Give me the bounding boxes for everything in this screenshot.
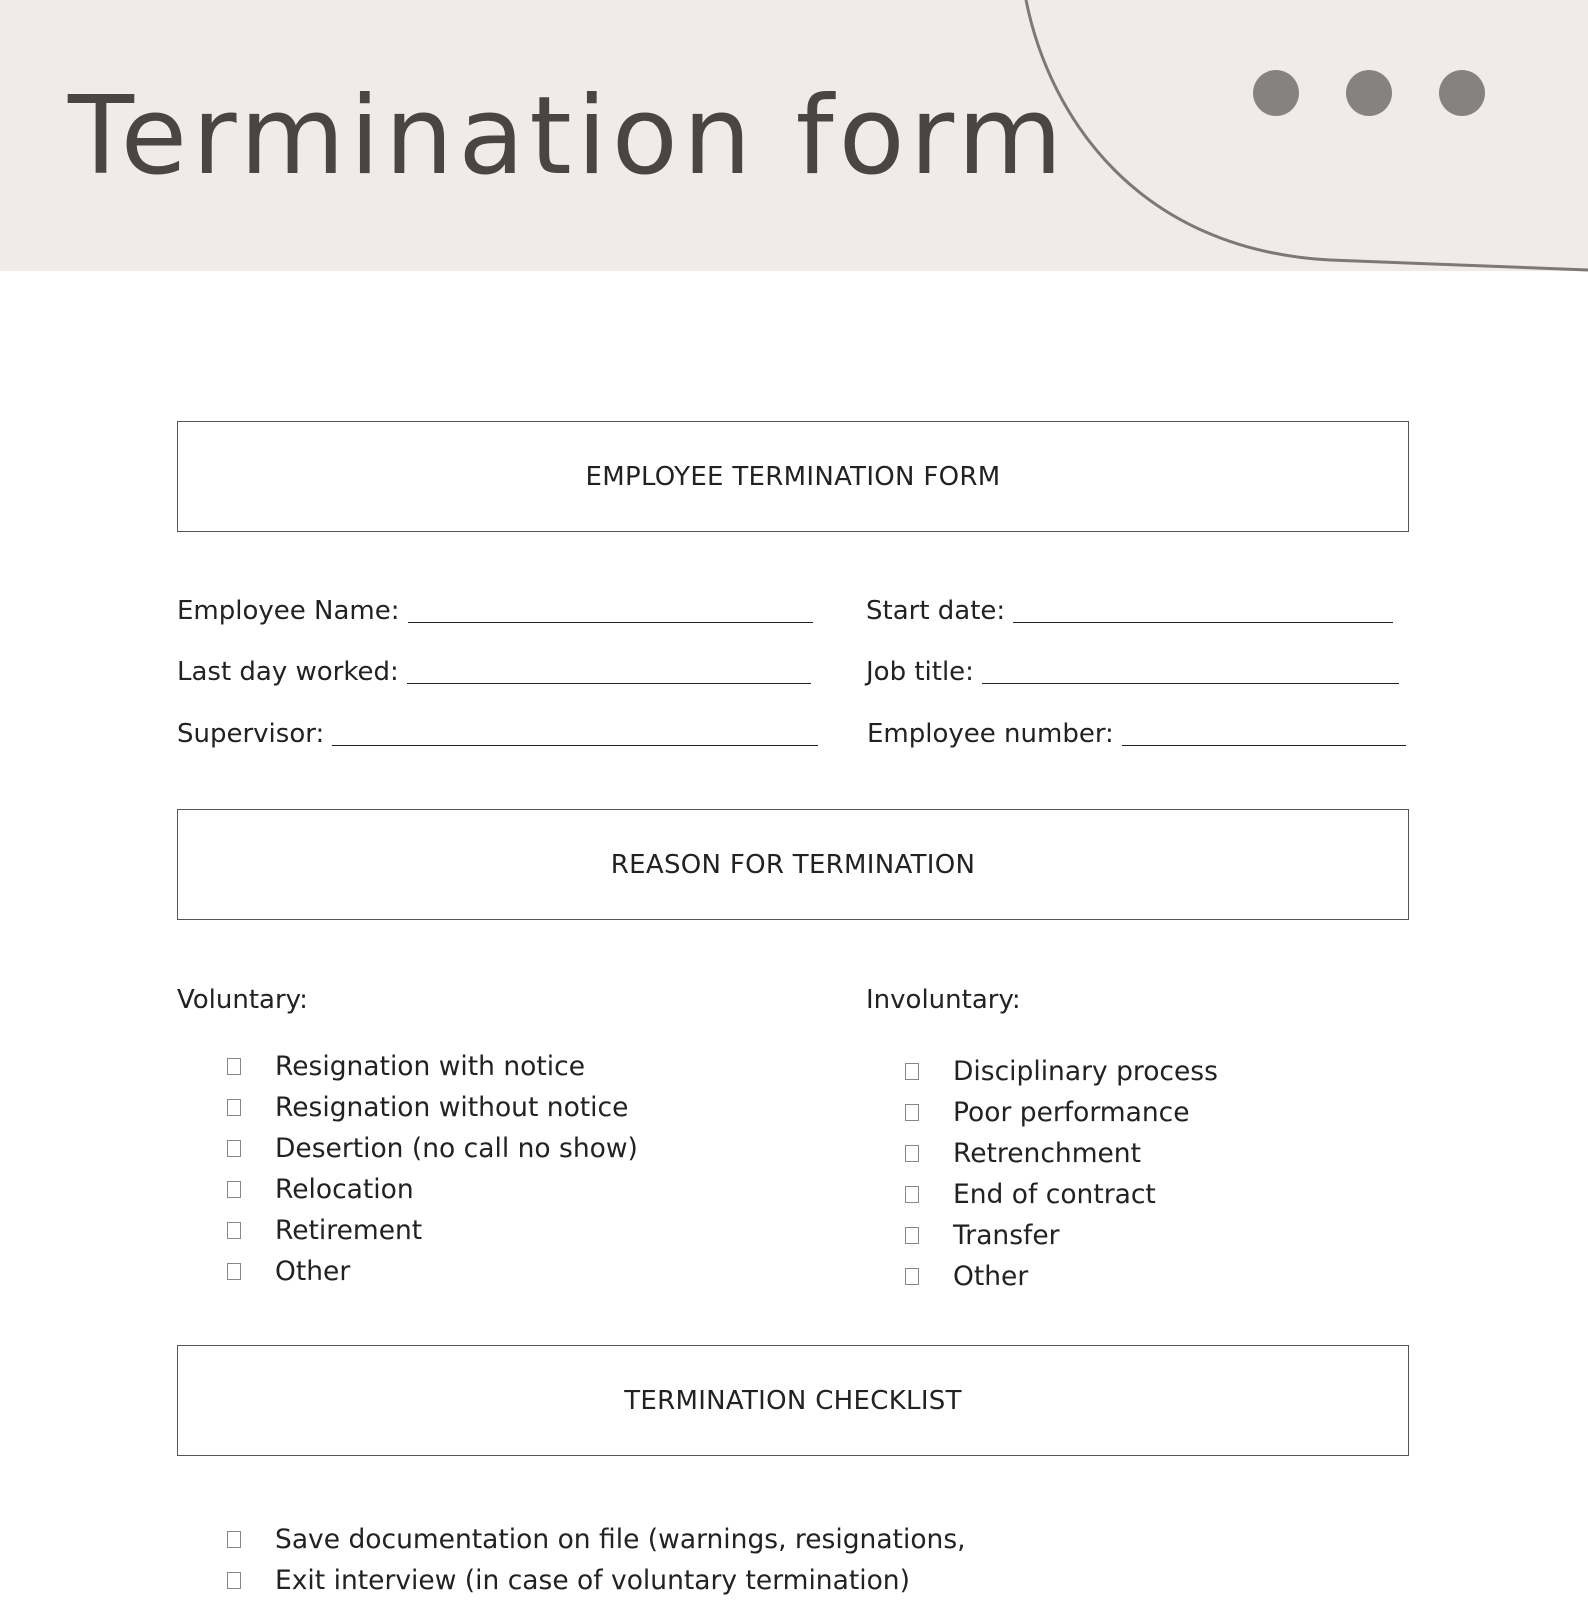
option-label: Transfer (953, 1220, 1060, 1251)
voluntary-option[interactable] (177, 1087, 638, 1128)
checkbox[interactable] (905, 1268, 919, 1285)
voluntary-label: Voluntary: (177, 985, 308, 1015)
dot-icon (1439, 70, 1485, 116)
job-title-input-line[interactable] (982, 682, 1399, 684)
option-label: Other (275, 1256, 351, 1287)
checklist-item-label: Save documentation on file (warnings, resignations, (275, 1524, 966, 1555)
option-label: Resignation with notice (275, 1051, 586, 1082)
voluntary-option[interactable] (177, 1169, 638, 1210)
checkbox[interactable] (905, 1104, 919, 1121)
involuntary-option[interactable] (855, 1051, 1218, 1092)
option-label: Disciplinary process (953, 1056, 1218, 1087)
checkbox[interactable] (227, 1181, 241, 1198)
supervisor-input-line[interactable] (332, 744, 818, 746)
checklist-item[interactable] (177, 1519, 966, 1560)
checkbox[interactable] (227, 1531, 241, 1548)
voluntary-option[interactable] (177, 1046, 638, 1087)
employee-number-label: Employee number: (867, 719, 1114, 749)
job-title-label: Job title: (866, 657, 974, 687)
checkbox[interactable] (227, 1099, 241, 1116)
section-employee-form-header: EMPLOYEE TERMINATION FORM (177, 421, 1409, 532)
dot-icon (1253, 70, 1299, 116)
start-date-field[interactable] (866, 596, 1393, 626)
voluntary-option[interactable] (177, 1251, 638, 1292)
voluntary-option[interactable] (177, 1128, 638, 1169)
start-date-label: Start date: (866, 596, 1006, 626)
involuntary-option[interactable] (855, 1174, 1218, 1215)
employee-name-input-line[interactable] (408, 621, 814, 623)
option-label: Poor performance (953, 1097, 1190, 1128)
last-day-worked-input-line[interactable] (407, 682, 811, 684)
voluntary-checklist (177, 1046, 638, 1292)
checkbox[interactable] (905, 1186, 919, 1203)
checkbox[interactable] (905, 1063, 919, 1080)
employee-number-input-line[interactable] (1122, 744, 1406, 746)
checklist-item-label: Exit interview (in case of voluntary termination) (275, 1565, 910, 1596)
involuntary-checklist (855, 1051, 1218, 1297)
employee-name-field[interactable] (177, 596, 813, 626)
option-label: Resignation without notice (275, 1092, 629, 1123)
job-title-field[interactable] (866, 657, 1399, 687)
last-day-worked-field[interactable] (177, 657, 811, 687)
voluntary-option[interactable] (177, 1210, 638, 1251)
termination-checklist (177, 1519, 966, 1601)
supervisor-field[interactable] (177, 719, 818, 749)
checkbox[interactable] (905, 1145, 919, 1162)
dot-icon (1346, 70, 1392, 116)
checkbox[interactable] (227, 1140, 241, 1157)
employee-name-label: Employee Name: (177, 596, 400, 626)
checkbox[interactable] (905, 1227, 919, 1244)
checklist-item[interactable] (177, 1560, 966, 1601)
checkbox[interactable] (227, 1222, 241, 1239)
employee-number-field[interactable] (867, 719, 1406, 749)
section-checklist-header: TERMINATION CHECKLIST (177, 1345, 1409, 1456)
involuntary-option[interactable] (855, 1256, 1218, 1297)
option-label: Retirement (275, 1215, 423, 1246)
involuntary-option[interactable] (855, 1133, 1218, 1174)
involuntary-label: Involuntary: (866, 985, 1021, 1015)
option-label: Other (953, 1261, 1029, 1292)
involuntary-option[interactable] (855, 1215, 1218, 1256)
section-reason-header: REASON FOR TERMINATION (177, 809, 1409, 920)
last-day-worked-label: Last day worked: (177, 657, 399, 687)
checkbox[interactable] (227, 1572, 241, 1589)
start-date-input-line[interactable] (1013, 621, 1393, 623)
option-label: Relocation (275, 1174, 414, 1205)
option-label: Desertion (no call no show) (275, 1133, 638, 1164)
checkbox[interactable] (227, 1263, 241, 1280)
supervisor-label: Supervisor: (177, 719, 325, 749)
option-label: Retrenchment (953, 1138, 1141, 1169)
involuntary-option[interactable] (855, 1092, 1218, 1133)
option-label: End of contract (953, 1179, 1156, 1210)
page-title: Termination form (68, 74, 1068, 199)
checkbox[interactable] (227, 1058, 241, 1075)
